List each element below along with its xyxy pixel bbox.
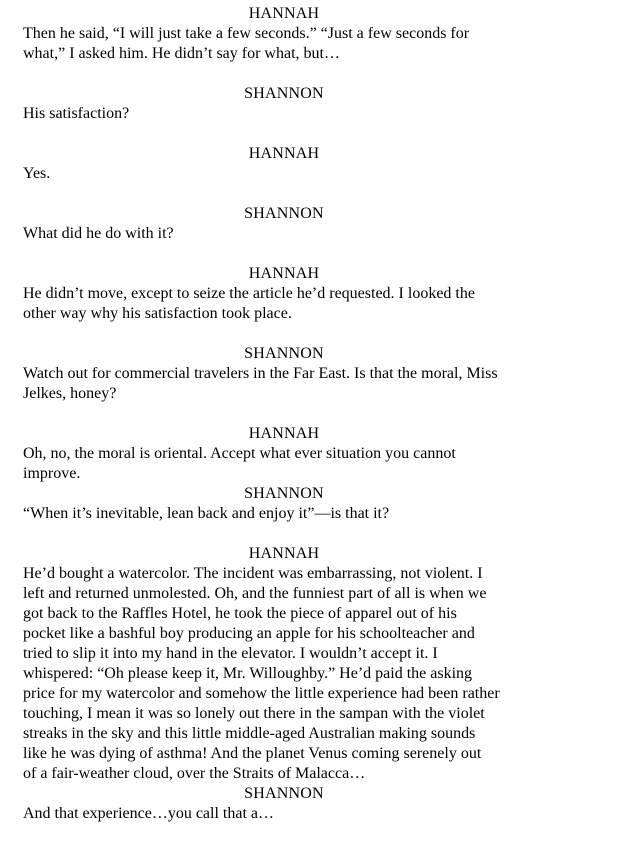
speaker-name: SHANNON — [244, 345, 324, 362]
dialogue-block-hannah — [23, 264, 545, 324]
dialogue-line: His satisfaction? — [23, 105, 130, 122]
speaker-name: HANNAH — [248, 5, 320, 22]
speaker-name: HANNAH — [248, 265, 320, 282]
dialogue-line: Oh, no, the moral is oriental. Accept what ever situation you cannot — [23, 445, 456, 462]
dialogue-line: left and returned unmolested. Oh, and the funniest part of all is when we — [23, 585, 487, 602]
dialogue-block-hannah — [23, 424, 545, 484]
dialogue-line: Watch out for commercial travelers in the Far East. Is that the moral, Miss — [23, 365, 498, 382]
dialogue-block-shannon — [23, 784, 545, 824]
dialogue-line: streaks in the sky and this little middle-aged Australian making sounds — [23, 725, 476, 742]
dialogue-line: Yes. — [23, 165, 51, 182]
speaker-name: SHANNON — [244, 785, 324, 802]
dialogue-line: what,” I asked him. He didn’t say for what, but… — [23, 45, 340, 62]
dialogue-line: of a fair-weather cloud, over the Straits of Malacca… — [23, 765, 366, 782]
dialogue-line: He’d bought a watercolor. The incident was embarrassing, not violent. I — [23, 565, 483, 582]
dialogue-line: improve. — [23, 465, 81, 482]
dialogue-block-hannah — [23, 544, 545, 784]
dialogue-line: touching, I mean it was so lonely out there in the sampan with the violet — [23, 705, 485, 722]
speaker-name: HANNAH — [248, 425, 320, 442]
dialogue-block-shannon — [23, 84, 545, 124]
dialogue-line: And that experience…you call that a… — [23, 805, 275, 822]
dialogue-block-hannah — [23, 4, 545, 64]
dialogue-block-shannon — [23, 204, 545, 244]
speaker-name: SHANNON — [244, 85, 324, 102]
speaker-name: HANNAH — [248, 545, 320, 562]
dialogue-line: pocket like a bashful boy producing an apple for his schoolteacher and — [23, 625, 475, 642]
dialogue-line: Then he said, “I will just take a few seconds.” “Just a few seconds for — [23, 25, 470, 42]
dialogue-line: He didn’t move, except to seize the article he’d requested. I looked the — [23, 285, 475, 302]
dialogue-block-shannon — [23, 484, 545, 524]
dialogue-line: price for my watercolor and somehow the little experience had been rather — [23, 685, 500, 702]
speaker-name: HANNAH — [248, 145, 320, 162]
speaker-name: SHANNON — [244, 205, 324, 222]
dialogue-line: whispered: “Oh please keep it, Mr. Willoughby.” He’d paid the asking — [23, 665, 473, 682]
dialogue-line: got back to the Raffles Hotel, he took the piece of apparel out of his — [23, 605, 457, 622]
dialogue-line: like he was dying of asthma! And the planet Venus coming serenely out — [23, 745, 482, 762]
dialogue-line: Jelkes, honey? — [23, 385, 117, 402]
dialogue-line: What did he do with it? — [23, 225, 174, 242]
speaker-name: SHANNON — [244, 485, 324, 502]
dialogue-line: tried to slip it into my hand in the elevator. I wouldn’t accept it. I — [23, 645, 438, 662]
dialogue-line: other way why his satisfaction took place. — [23, 305, 292, 322]
dialogue-block-hannah — [23, 144, 545, 184]
dialogue-line: “When it’s inevitable, lean back and enjoy it”—is that it? — [23, 505, 390, 522]
dialogue-block-shannon — [23, 344, 545, 404]
